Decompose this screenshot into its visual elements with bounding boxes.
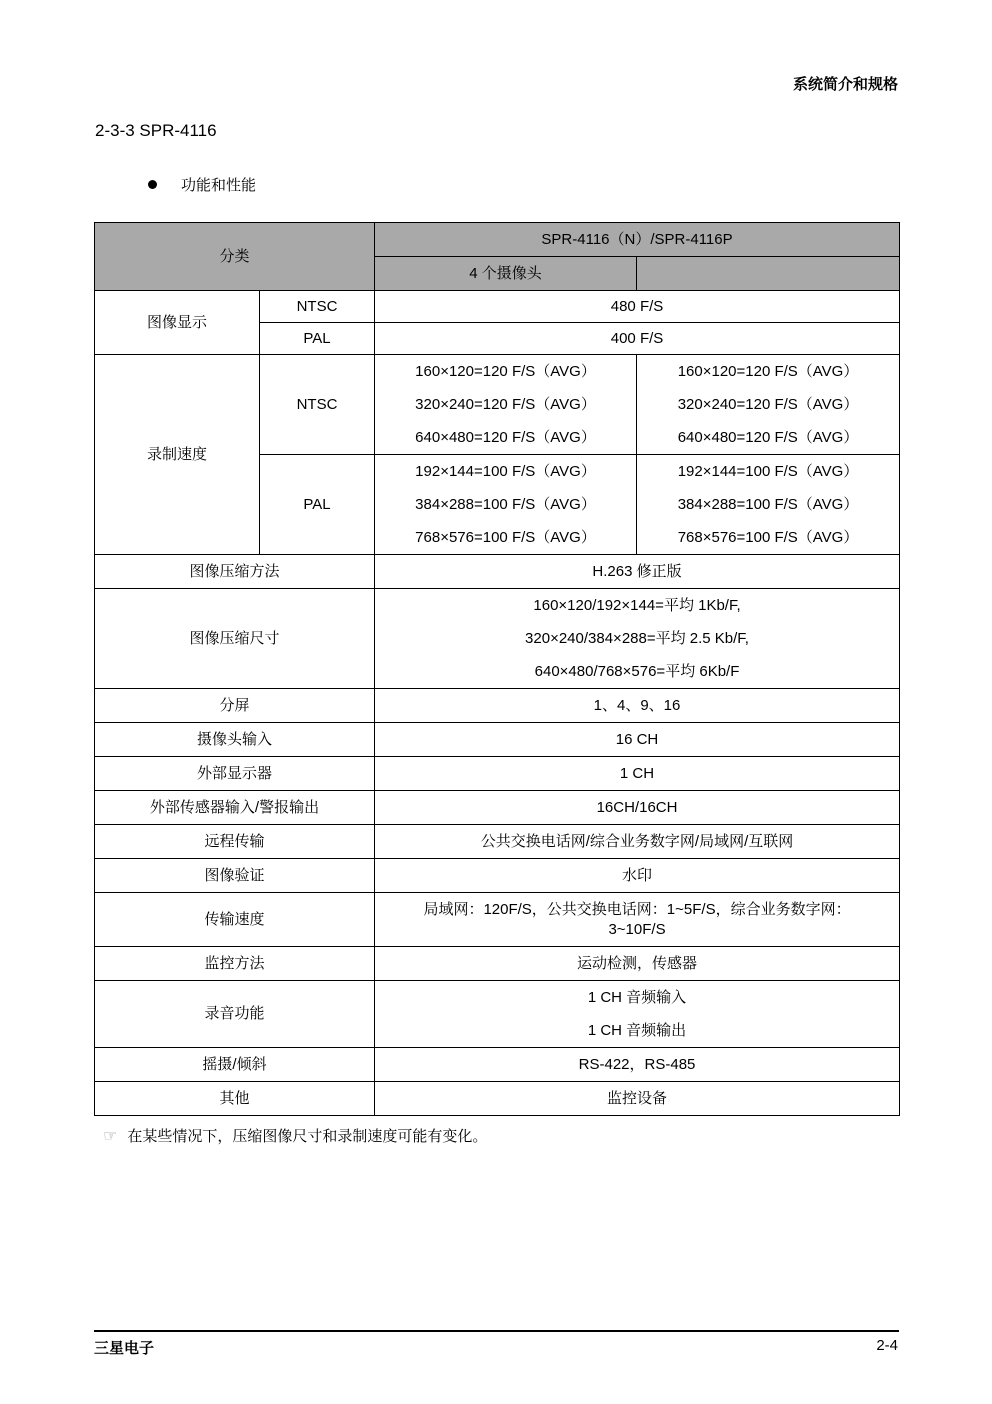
record-value: 160×120=120 F/S（AVG） (677, 363, 859, 380)
transfer-speed-label: 传输速度 (95, 893, 375, 947)
compression-size-values (375, 589, 900, 689)
table-row (95, 757, 900, 791)
record-ntsc-col1 (375, 355, 637, 455)
audio-values (375, 981, 900, 1048)
monitor-method-label: 监控方法 (95, 947, 375, 981)
bullet-item (148, 174, 256, 195)
ntsc-label: NTSC (260, 291, 375, 323)
table-row (95, 859, 900, 893)
page-number: 2-4 (876, 1337, 898, 1354)
page-header-title: 系统简介和规格 (792, 75, 898, 93)
pan-tilt-label: 摇摄/倾斜 (95, 1048, 375, 1082)
table-row (95, 947, 900, 981)
table-row (95, 689, 900, 723)
compression-method-value: H.263 修正版 (375, 555, 900, 589)
table-row (95, 791, 900, 825)
table-row (95, 981, 900, 1048)
category-header: 分类 (95, 223, 375, 291)
transfer-speed-line: 局域网：120F/S，公共交换电话网：1~5F/S，综合业务数字网： (423, 900, 851, 918)
record-value: 768×576=100 F/S（AVG） (415, 529, 596, 546)
table-row (95, 355, 900, 455)
sub-header-cameras: 4 个摄像头 (375, 257, 637, 291)
other-value: 监控设备 (375, 1082, 900, 1116)
pointing-hand-icon: ☞ (103, 1126, 118, 1145)
external-monitor-label: 外部显示器 (95, 757, 375, 791)
model-header: SPR-4116（N）/SPR-4116P (375, 223, 900, 257)
audio-value: 1 CH 音频输入 (587, 989, 687, 1006)
footnote-text: 在某些情况下，压缩图像尺寸和录制速度可能有变化。 (127, 1127, 488, 1145)
record-ntsc-col2 (637, 355, 900, 455)
record-value: 320×240=120 F/S（AVG） (415, 396, 596, 413)
record-ntsc-label: NTSC (260, 355, 375, 455)
footer-divider (94, 1330, 899, 1332)
record-value: 384×288=100 F/S（AVG） (415, 496, 596, 513)
table-row (95, 825, 900, 859)
table-row (95, 291, 900, 323)
remote-transfer-label: 远程传输 (95, 825, 375, 859)
sensor-alarm-value: 16CH/16CH (375, 791, 900, 825)
compression-method-label: 图像压缩方法 (95, 555, 375, 589)
table-row (95, 1082, 900, 1116)
bullet-label: 功能和性能 (181, 176, 257, 194)
compression-size-label: 图像压缩尺寸 (95, 589, 375, 689)
record-pal-label: PAL (260, 455, 375, 555)
split-screen-label: 分屏 (95, 689, 375, 723)
compression-size-value: 320×240/384×288=平均 2.5 Kb/F, (525, 630, 749, 647)
monitor-method-value: 运动检测，传感器 (375, 947, 900, 981)
audio-value: 1 CH 音频输出 (587, 1022, 687, 1039)
record-value: 320×240=120 F/S（AVG） (677, 396, 859, 413)
other-label: 其他 (95, 1082, 375, 1116)
footnote (103, 1125, 487, 1146)
audio-label: 录音功能 (95, 981, 375, 1048)
spec-table (94, 222, 900, 1116)
table-row (95, 893, 900, 947)
table-row (95, 723, 900, 757)
remote-transfer-value: 公共交换电话网/综合业务数字网/局域网/互联网 (375, 825, 900, 859)
pal-label: PAL (260, 323, 375, 355)
split-screen-value: 1、4、9、16 (375, 689, 900, 723)
image-verify-label: 图像验证 (95, 859, 375, 893)
pal-display-value: 400 F/S (375, 323, 900, 355)
ntsc-display-value: 480 F/S (375, 291, 900, 323)
pan-tilt-value: RS-422，RS-485 (375, 1048, 900, 1082)
section-title: 2-3-3 SPR-4116 (95, 121, 217, 140)
record-pal-col2 (637, 455, 900, 555)
transfer-speed-line: 3~10F/S (608, 920, 666, 938)
camera-input-label: 摄像头输入 (95, 723, 375, 757)
footer-company: 三星电子 (94, 1339, 155, 1357)
table-row (95, 589, 900, 689)
record-pal-col1 (375, 455, 637, 555)
compression-size-value: 160×120/192×144=平均 1Kb/F, (533, 597, 741, 614)
record-value: 160×120=120 F/S（AVG） (415, 363, 596, 380)
table-row (95, 1048, 900, 1082)
table-row (95, 555, 900, 589)
sub-header-empty (637, 257, 900, 291)
record-value: 192×144=100 F/S（AVG） (677, 463, 859, 480)
camera-input-value: 16 CH (375, 723, 900, 757)
compression-size-value: 640×480/768×576=平均 6Kb/F (534, 663, 740, 680)
record-value: 640×480=120 F/S（AVG） (415, 429, 596, 446)
record-speed-label: 录制速度 (95, 355, 260, 555)
image-verify-value: 水印 (375, 859, 900, 893)
record-value: 192×144=100 F/S（AVG） (415, 463, 596, 480)
bullet-dot-icon (148, 180, 157, 189)
table-row (95, 223, 900, 257)
sensor-alarm-label: 外部传感器输入/警报输出 (95, 791, 375, 825)
external-monitor-value: 1 CH (375, 757, 900, 791)
transfer-speed-value (375, 893, 900, 947)
image-display-label: 图像显示 (95, 291, 260, 355)
record-value: 384×288=100 F/S（AVG） (677, 496, 859, 513)
record-value: 640×480=120 F/S（AVG） (677, 429, 859, 446)
record-value: 768×576=100 F/S（AVG） (677, 529, 859, 546)
